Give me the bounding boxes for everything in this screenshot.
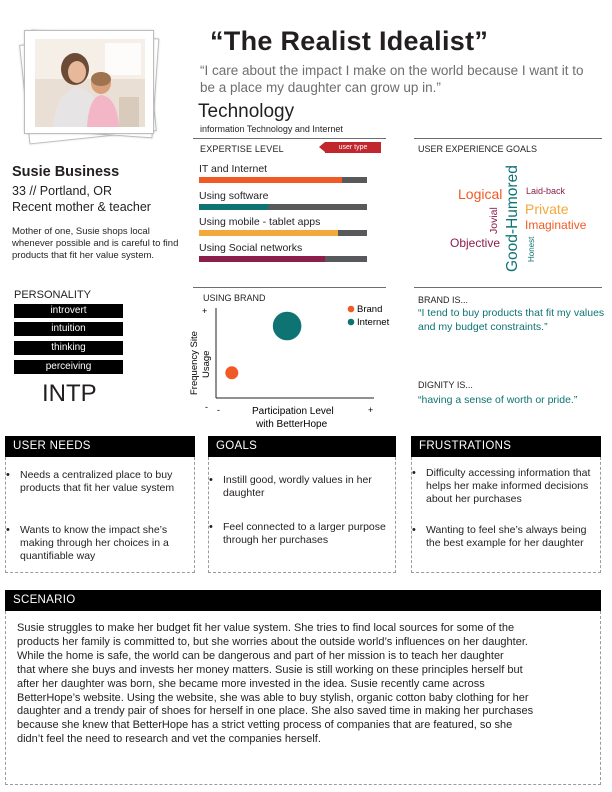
expertise-level-label: EXPERTISE LEVEL bbox=[200, 144, 284, 154]
frustrations-box bbox=[411, 457, 601, 573]
technology-title: Technology bbox=[198, 101, 295, 122]
scenario-line: that where she buys and invests her money matters. Susie is still working on these principles herself but bbox=[17, 663, 523, 676]
persona-age-location: 33 // Portland, OR bbox=[12, 184, 113, 198]
scenario-line: didn’t feel the need to research and vet the companies herself. bbox=[17, 733, 321, 746]
skill-label: Using software bbox=[199, 190, 269, 202]
scenario-line: Susie struggles to make her budget fit her value system. She tries to find local sources for some of the bbox=[17, 622, 515, 634]
persona-name: Susie Business bbox=[12, 164, 120, 180]
personality-type: INTP bbox=[42, 380, 97, 407]
ux-goal-word: Private bbox=[525, 201, 569, 217]
using-brand-label: USING BRAND bbox=[203, 293, 266, 303]
goals-header: GOALS bbox=[208, 436, 396, 457]
x-axis-label: with BetterHope bbox=[256, 419, 328, 430]
ux-goal-word: Good-Humored bbox=[504, 165, 521, 272]
ux-goal-word: Laid-back bbox=[526, 186, 566, 196]
personality-trait: intuition bbox=[14, 322, 123, 336]
y-axis-label: Frequency Site bbox=[189, 331, 200, 395]
scenario-line: BetterHope’s website. Using the website, she was able to buy stylish, organic cotton baby clothing for her bbox=[17, 691, 529, 704]
skill-bar bbox=[199, 204, 367, 210]
scenario-text bbox=[17, 622, 597, 747]
x-axis-plus: + bbox=[368, 405, 374, 415]
scenario-header: SCENARIO bbox=[5, 590, 601, 611]
x-axis-label: Participation Level bbox=[252, 406, 334, 417]
skill-bar-fill bbox=[199, 230, 338, 236]
persona-quote: “I care about the impact I make on the world because I want it to be a place my daughter can grow up in.” bbox=[200, 63, 584, 95]
y-axis-plus: + bbox=[202, 306, 208, 316]
scenario-line: daughter and a trendy pair of shoes for herself in one place. She also saved time in making her purchases bbox=[17, 705, 534, 718]
scenario-line: While the home is safe, the world can be dangerous and part of her mission is to teach her daughter bbox=[17, 649, 504, 662]
personality-trait: thinking bbox=[14, 341, 123, 355]
user-type-tag: user type bbox=[325, 142, 381, 153]
divider bbox=[193, 138, 386, 139]
personality-trait: perceiving bbox=[14, 360, 123, 374]
technology-subtitle: information Technology and Internet bbox=[200, 124, 343, 134]
photo-frame-front bbox=[24, 30, 154, 134]
scenario-line: after her daughter was born, she became more invested in the idea. Susie recently came across bbox=[17, 677, 485, 690]
persona-photo-stack bbox=[10, 22, 170, 150]
ux-goal-word: Imaginative bbox=[525, 218, 587, 232]
skill-bar bbox=[199, 230, 367, 236]
x-axis-minus: - bbox=[217, 405, 220, 415]
skill-bar-fill bbox=[199, 256, 325, 262]
scatter-point-internet bbox=[273, 312, 302, 341]
list-item: • Feel connected to a larger purpose through her purchases bbox=[223, 521, 389, 547]
goals-box bbox=[208, 457, 396, 573]
personality-trait: introvert bbox=[14, 304, 123, 318]
ux-goal-word: Logical bbox=[458, 186, 503, 202]
ux-goal-word: Honest bbox=[527, 236, 536, 262]
skill-bar-fill bbox=[199, 204, 268, 210]
user-needs-header: USER NEEDS bbox=[5, 436, 195, 457]
persona-bio: Mother of one, Susie shops local whenever possible and is careful to find products that fit her value system. bbox=[12, 226, 179, 261]
skill-label: Using mobile - tablet apps bbox=[199, 216, 321, 228]
skill-bar-fill bbox=[199, 177, 342, 183]
list-item: • Difficulty accessing information that helps her make informed decisions about her purchases bbox=[426, 467, 596, 506]
legend-marker-brand bbox=[348, 306, 355, 313]
ux-goals-label: USER EXPERIENCE GOALS bbox=[418, 144, 538, 154]
skill-bar bbox=[199, 256, 367, 262]
frustrations-header: FRUSTRATIONS bbox=[411, 436, 601, 457]
scenario-line: because she knew that BetterHope has a strict vetting process of companies that are featured, so she bbox=[17, 719, 513, 732]
divider bbox=[193, 287, 386, 288]
personality-label: PERSONALITY bbox=[14, 289, 92, 301]
ux-goal-word: Jovial bbox=[488, 207, 500, 234]
skill-label: Using Social networks bbox=[199, 242, 303, 254]
scenario-line: products her family is committed to, but she worries about the outside world’s influences on her daughter. bbox=[17, 635, 528, 648]
y-axis-minus: - bbox=[205, 402, 208, 412]
ux-goal-word: Objective bbox=[450, 236, 501, 250]
user-needs-box bbox=[5, 457, 195, 573]
list-item: • Wanting to feel she’s always being the best example for her daughter bbox=[426, 524, 596, 550]
list-item: • Needs a centralized place to buy products that fit her value system bbox=[20, 469, 180, 495]
legend-label-brand: Brand bbox=[357, 304, 383, 315]
brand-is-quote: “I tend to buy products that fit my values and my budget constraints.” bbox=[418, 307, 605, 333]
legend-label-internet: Internet bbox=[357, 317, 390, 328]
legend-marker-internet bbox=[348, 319, 355, 326]
scatter-point-brand bbox=[225, 366, 238, 379]
brand-usage-chart bbox=[186, 300, 396, 436]
divider bbox=[414, 287, 602, 288]
list-item: • Wants to know the impact she’s making through her choices in a quantifiable way bbox=[20, 524, 186, 563]
y-axis-label: Usage bbox=[201, 350, 212, 378]
list-item: • Instill good, wordly values in her daughter bbox=[223, 474, 383, 500]
skill-bar bbox=[199, 177, 367, 183]
dignity-is-quote: “having a sense of worth or pride.” bbox=[418, 394, 578, 406]
persona-headline: “The Realist Idealist” bbox=[210, 26, 489, 56]
persona-photo bbox=[35, 39, 145, 127]
divider bbox=[414, 138, 602, 139]
dignity-is-label: DIGNITY IS... bbox=[418, 380, 473, 390]
persona-role: Recent mother & teacher bbox=[12, 200, 151, 214]
brand-is-label: BRAND IS... bbox=[418, 295, 469, 305]
skill-label: IT and Internet bbox=[199, 163, 268, 175]
